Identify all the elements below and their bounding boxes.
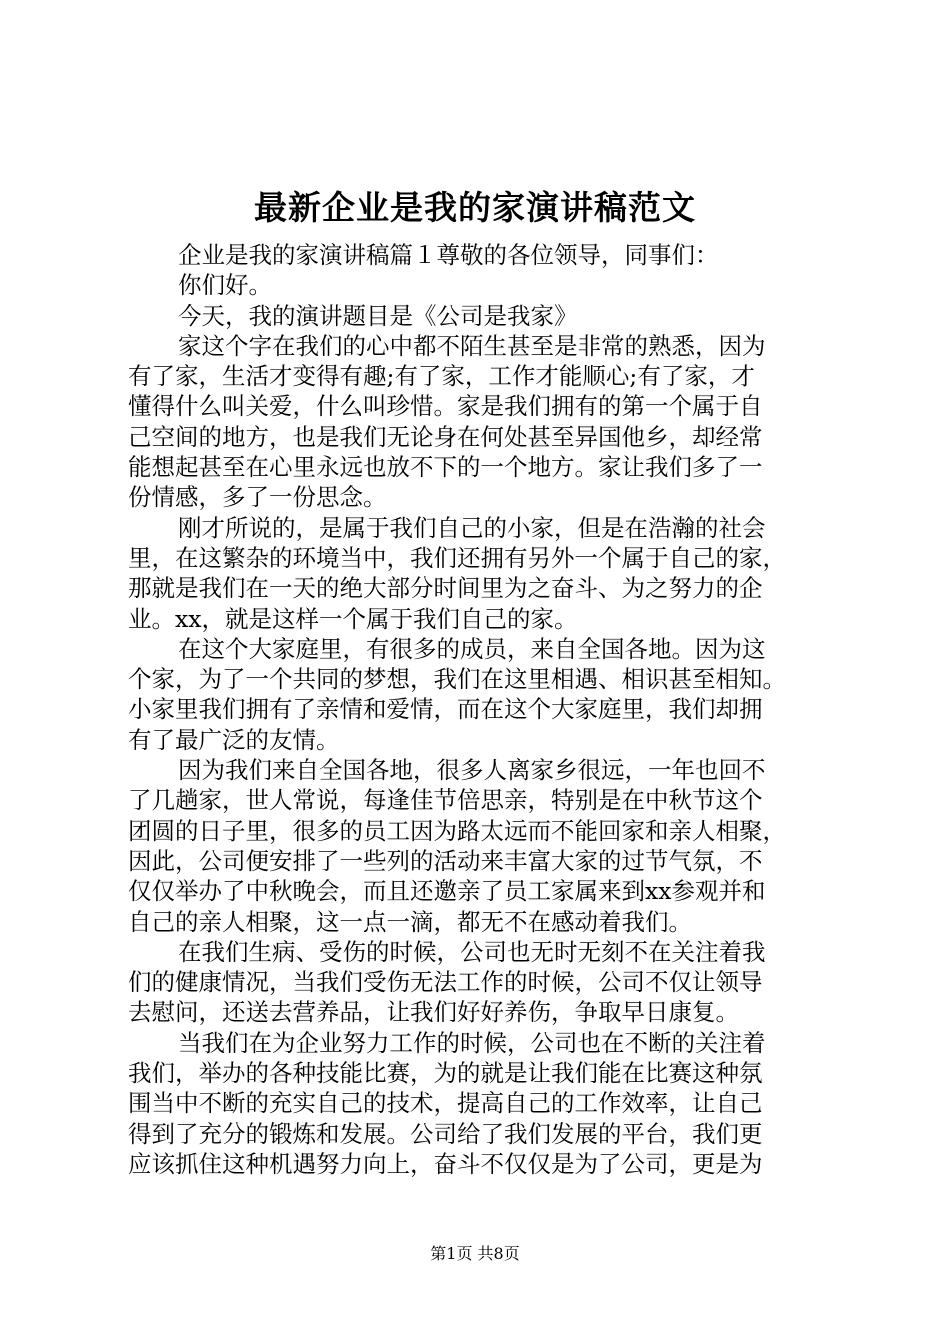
text-line: 在我们生病、受伤的时候，公司也无时无刻不在关注着我 bbox=[178, 937, 766, 966]
text-line: 在这个大家庭里，有很多的成员，来自全国各地。因为这 bbox=[178, 634, 766, 663]
text-line: 家这个字在我们的心中都不陌生甚至是非常的熟悉，因为 bbox=[178, 331, 766, 360]
text-line: 企业是我的家演讲稿篇１尊敬的各位领导，同事们： bbox=[178, 241, 719, 269]
text-line: 个家，为了一个共同的梦想，我们在这里相遇、相识甚至相知。 bbox=[128, 665, 786, 694]
text-line: 仅仅举办了中秋晚会，而且还邀亲了员工家属来到xx参观并和 bbox=[128, 877, 766, 906]
text-line: 团圆的日子里，很多的员工因为路太远而不能回家和亲人相聚， bbox=[128, 816, 786, 845]
text-line: 有了最广泛的友情。 bbox=[128, 725, 340, 754]
document-title: 最新企业是我的家演讲稿范文 bbox=[254, 188, 696, 227]
text-line: 我们，举办的各种技能比赛，为的就是让我们能在比赛这种氛 bbox=[128, 1059, 763, 1088]
text-line: 今天，我的演讲题目是《公司是我家》 bbox=[178, 301, 578, 330]
page-footer: 第1页 共8页 bbox=[430, 1244, 520, 1263]
text-line: 了几趟家，世人常说，每逢佳节倍思亲，特别是在中秋节这个 bbox=[128, 786, 763, 815]
text-line: 因为我们来自全国各地，很多人离家乡很远，一年也回不 bbox=[178, 756, 766, 785]
text-line: 自己的亲人相聚，这一点一滴，都无不在感动着我们。 bbox=[128, 907, 692, 936]
text-line: 当我们在为企业努力工作的时候，公司也在不断的关注着 bbox=[178, 1028, 766, 1057]
text-line: 你们好。 bbox=[178, 271, 272, 300]
text-line: 己空间的地方，也是我们无论身在何处甚至异国他乡，却经常 bbox=[128, 422, 763, 451]
text-line: 得到了充分的锻炼和发展。公司给了我们发展的平台，我们更 bbox=[128, 1119, 763, 1148]
text-line: 应该抓住这种机遇努力向上，奋斗不仅仅是为了公司，更是为 bbox=[128, 1149, 763, 1178]
text-line: 里，在这繁杂的环境当中，我们还拥有另外一个属于自己的家， bbox=[128, 543, 786, 572]
text-line: 能想起甚至在心里永远也放不下的一个地方。家让我们多了一 bbox=[128, 453, 763, 482]
text-line: 围当中不断的充实自己的技术，提高自己的工作效率，让自己 bbox=[128, 1089, 763, 1118]
text-line: 刚才所说的，是属于我们自己的小家，但是在浩瀚的社会 bbox=[178, 513, 766, 542]
text-line: 份情感，多了一份思念。 bbox=[128, 483, 387, 512]
text-line: 业。xx，就是这样一个属于我们自己的家。 bbox=[128, 604, 578, 633]
text-line: 因此，公司便安排了一些列的活动来丰富大家的过节气氛，不 bbox=[128, 846, 763, 875]
text-line: 懂得什么叫关爱，什么叫珍惜。家是我们拥有的第一个属于自 bbox=[128, 392, 763, 421]
text-line: 们的健康情况，当我们受伤无法工作的时候，公司不仅让领导 bbox=[128, 968, 763, 997]
text-line: 小家里我们拥有了亲情和爱情，而在这个大家庭里，我们却拥 bbox=[128, 695, 763, 724]
text-line: 有了家，生活才变得有趣;有了家，工作才能顺心;有了家，才 bbox=[128, 362, 755, 391]
text-line: 去慰问，还送去营养品，让我们好好养伤，争取早日康复。 bbox=[128, 998, 739, 1027]
document-body bbox=[128, 240, 834, 1179]
text-line: 那就是我们在一天的绝大部分时间里为之奋斗、为之努力的企 bbox=[128, 574, 763, 603]
